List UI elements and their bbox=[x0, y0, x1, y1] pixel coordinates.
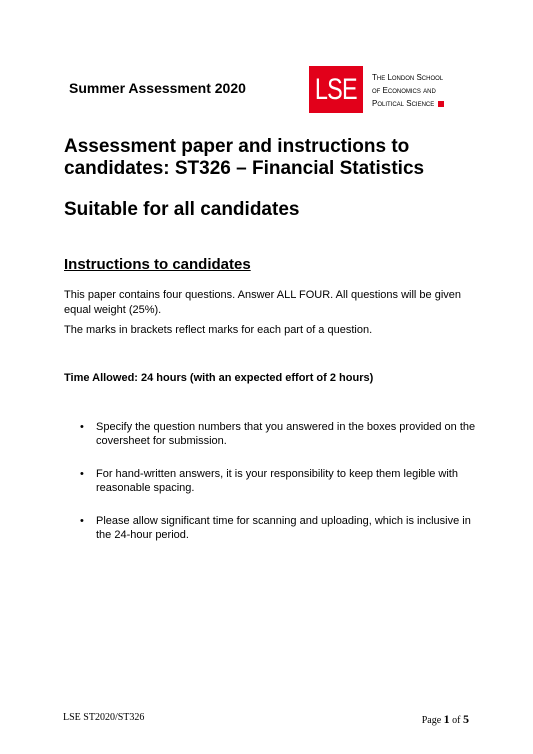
bullet-icon: • bbox=[80, 421, 84, 433]
list-item bbox=[64, 420, 484, 448]
instructions-heading: Instructions to candidates bbox=[64, 256, 251, 273]
footer-page-number bbox=[422, 712, 469, 727]
logo-line-2: of Economics and bbox=[372, 86, 436, 95]
logo-mark-text: LSE bbox=[315, 72, 357, 106]
page-of: of bbox=[452, 715, 461, 726]
page-total: 5 bbox=[463, 712, 469, 726]
lse-logo-mark bbox=[309, 66, 363, 113]
logo-line-3: Political Science bbox=[372, 99, 435, 108]
red-square-icon bbox=[438, 101, 444, 107]
suitability-heading: Suitable for all candidates bbox=[64, 199, 300, 220]
instruction-bullet-list bbox=[64, 420, 484, 561]
instructions-paragraph-1: This paper contains four questions. Answer ALL FOUR. All questions will be given equal weight (25%). bbox=[64, 289, 462, 316]
bullet-text: Please allow significant time for scanning and uploading, which is inclusive in the 24-hour period. bbox=[96, 515, 471, 541]
bullet-text: Specify the question numbers that you answered in the boxes provided on the coversheet for submission. bbox=[96, 421, 476, 447]
page-label: Page bbox=[421, 715, 442, 726]
assessment-title: Summer Assessment 2020 bbox=[69, 80, 246, 96]
logo-line-3-row bbox=[372, 97, 444, 110]
logo-line-1: The London School bbox=[372, 73, 444, 82]
instructions-paragraph-2: The marks in brackets reflect marks for each part of a question. bbox=[64, 324, 373, 336]
time-allowed: Time Allowed: 24 hours (with an expected effort of 2 hours) bbox=[64, 372, 374, 384]
list-item bbox=[64, 467, 484, 495]
lse-logo-wordmark bbox=[372, 71, 444, 110]
footer-course-code: LSE ST2020/ST326 bbox=[63, 712, 145, 723]
bullet-text: For hand-written answers, it is your responsibility to keep them legible with reasonable spacing. bbox=[96, 468, 458, 494]
page-current: 1 bbox=[443, 712, 450, 726]
list-item bbox=[64, 514, 484, 542]
bullet-icon: • bbox=[80, 468, 84, 480]
bullet-icon: • bbox=[80, 515, 84, 527]
paper-title: Assessment paper and instructions to candidates: ST326 – Financial Statistics bbox=[64, 136, 425, 179]
